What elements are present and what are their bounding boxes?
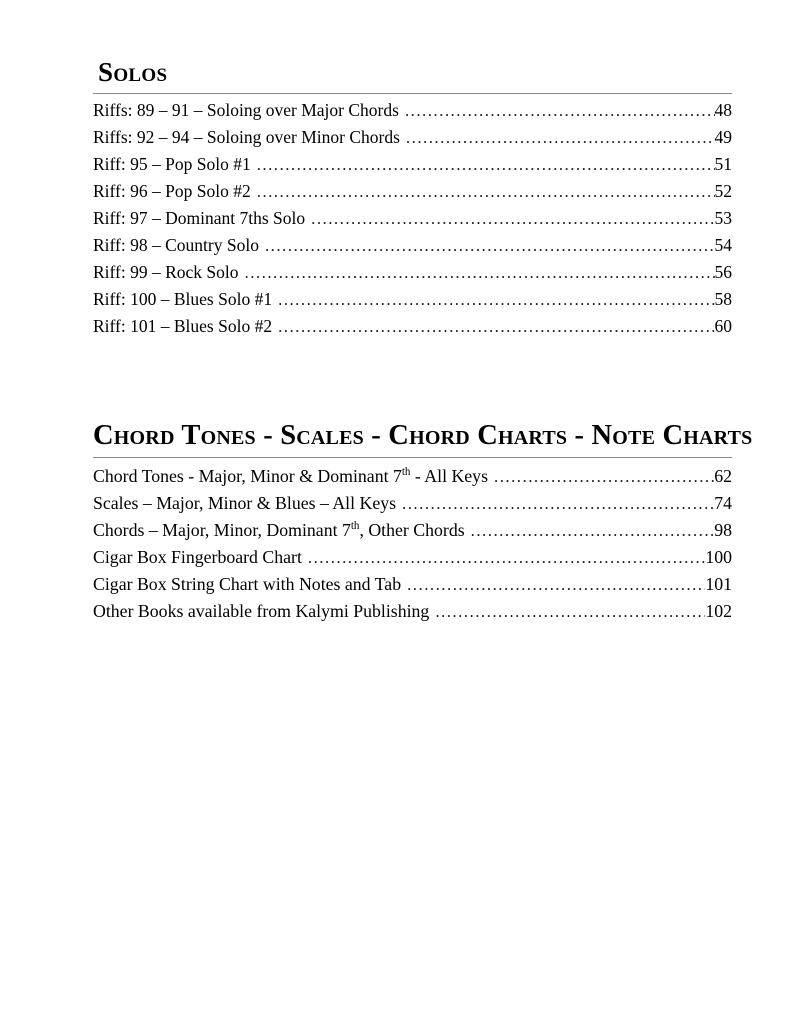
dot-leader bbox=[257, 183, 715, 201]
toc-page-number: 52 bbox=[714, 181, 732, 202]
toc-entry-title: Riff: 99 – Rock Solo bbox=[93, 262, 239, 283]
dot-leader bbox=[257, 156, 715, 174]
toc-row[interactable] bbox=[93, 598, 732, 625]
toc-row[interactable] bbox=[93, 286, 732, 313]
toc-row[interactable] bbox=[93, 517, 732, 544]
toc-entry-title: Riff: 101 – Blues Solo #2 bbox=[93, 316, 273, 337]
toc-page-number: 56 bbox=[714, 262, 732, 283]
dot-leader bbox=[278, 318, 714, 336]
toc-page-number: 51 bbox=[714, 154, 732, 175]
toc-entry-title: Cigar Box Fingerboard Chart bbox=[93, 547, 302, 568]
toc-page-number: 74 bbox=[714, 493, 732, 514]
dot-leader bbox=[265, 237, 715, 255]
section-heading-chord-charts: Chord Tones - Scales - Chord Charts - Note Charts bbox=[93, 420, 753, 452]
toc-entry-title: Riff: 96 – Pop Solo #2 bbox=[93, 181, 251, 202]
toc-page-number: 101 bbox=[705, 574, 732, 595]
toc-page-number: 58 bbox=[714, 289, 732, 310]
toc-page-number: 100 bbox=[705, 547, 732, 568]
toc-row[interactable] bbox=[93, 313, 732, 340]
section-divider-solos bbox=[93, 93, 732, 94]
dot-leader bbox=[311, 210, 714, 228]
toc-entry-title: Chords – Major, Minor, Dominant 7th, Other Chords bbox=[93, 520, 465, 541]
toc-page-number: 102 bbox=[705, 601, 732, 622]
toc-page-number: 60 bbox=[714, 316, 732, 337]
toc-row[interactable] bbox=[93, 178, 732, 205]
toc-row[interactable] bbox=[93, 571, 732, 598]
toc-row[interactable] bbox=[93, 232, 732, 259]
toc-row[interactable] bbox=[93, 205, 732, 232]
toc-entry-title: Riffs: 89 – 91 – Soloing over Major Chords bbox=[93, 100, 399, 121]
ordinal-suffix: th bbox=[350, 520, 360, 533]
toc-row[interactable] bbox=[93, 259, 732, 286]
toc-row[interactable] bbox=[93, 151, 732, 178]
toc-entry-title: Chord Tones - Major, Minor & Dominant 7th - All Keys bbox=[93, 466, 488, 487]
toc-page-number: 48 bbox=[714, 100, 732, 121]
toc-entry-title: Riff: 97 – Dominant 7ths Solo bbox=[93, 208, 306, 229]
toc-list-chord-charts bbox=[93, 463, 732, 625]
toc-entry-title: Cigar Box String Chart with Notes and Tab bbox=[93, 574, 402, 595]
dot-leader bbox=[278, 291, 714, 309]
toc-row[interactable] bbox=[93, 490, 732, 517]
toc-page-number: 49 bbox=[714, 127, 732, 148]
toc-row[interactable] bbox=[93, 463, 732, 490]
dot-leader bbox=[435, 603, 705, 621]
toc-row[interactable] bbox=[93, 544, 732, 571]
dot-leader bbox=[245, 264, 715, 282]
section-heading-solos: Solos bbox=[98, 57, 168, 87]
ordinal-suffix: th bbox=[401, 466, 411, 479]
dot-leader bbox=[471, 522, 715, 540]
dot-leader bbox=[308, 549, 705, 567]
toc-list-solos bbox=[93, 97, 732, 340]
section-divider-chord-charts bbox=[93, 457, 732, 458]
section-chord-charts bbox=[93, 420, 753, 625]
dot-leader bbox=[406, 129, 715, 147]
toc-page-number: 98 bbox=[714, 520, 732, 541]
dot-leader bbox=[407, 576, 705, 594]
page-content bbox=[93, 0, 753, 625]
section-solos bbox=[93, 57, 732, 340]
toc-page-number: 53 bbox=[714, 208, 732, 229]
toc-row[interactable] bbox=[93, 97, 732, 124]
toc-page-number: 54 bbox=[714, 235, 732, 256]
dot-leader bbox=[494, 468, 714, 486]
dot-leader bbox=[402, 495, 714, 513]
toc-entry-title: Riff: 95 – Pop Solo #1 bbox=[93, 154, 251, 175]
dot-leader bbox=[405, 102, 715, 120]
toc-entry-title: Riffs: 92 – 94 – Soloing over Minor Chords bbox=[93, 127, 400, 148]
toc-page-number: 62 bbox=[714, 466, 732, 487]
toc-row[interactable] bbox=[93, 124, 732, 151]
toc-entry-title: Riff: 98 – Country Solo bbox=[93, 235, 259, 256]
toc-entry-title: Other Books available from Kalymi Publishing bbox=[93, 601, 430, 622]
toc-entry-title: Riff: 100 – Blues Solo #1 bbox=[93, 289, 273, 310]
toc-entry-title: Scales – Major, Minor & Blues – All Keys bbox=[93, 493, 397, 514]
